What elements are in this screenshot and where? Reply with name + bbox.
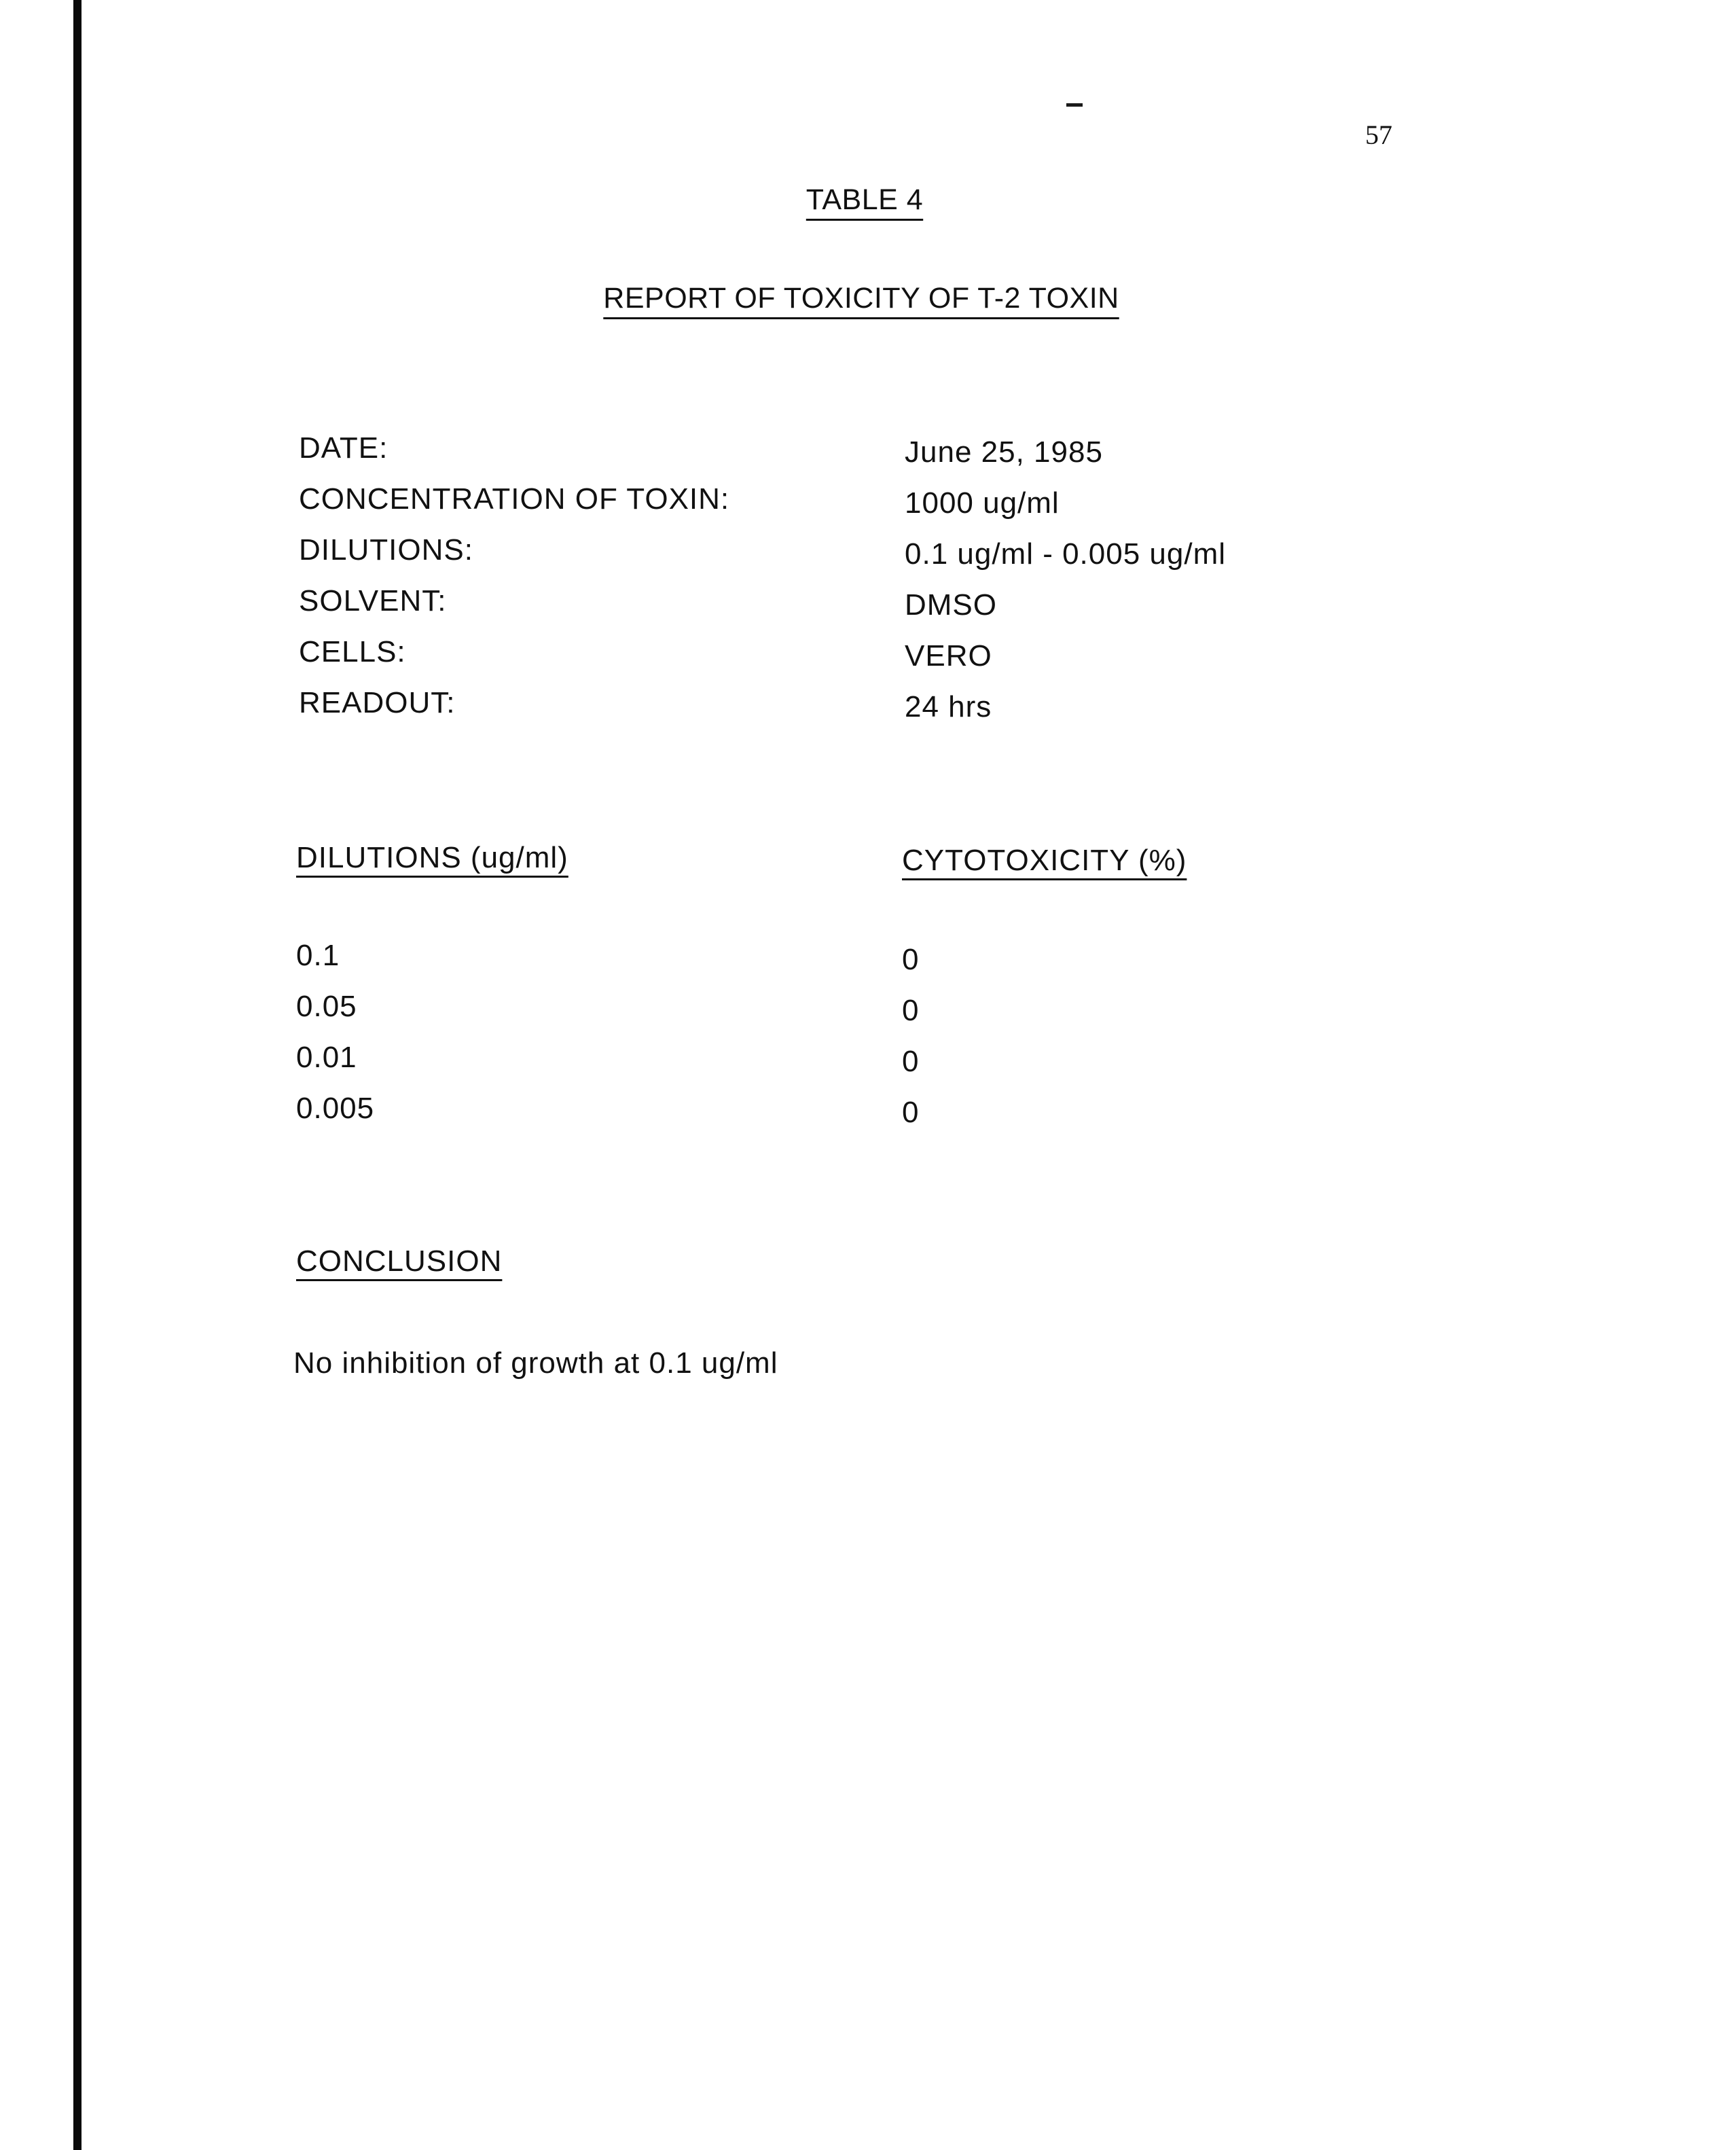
dilutions-column-header: DILUTIONS (ug/ml) [296,841,568,874]
page-edge-bar [73,0,82,2150]
table-label [0,183,1733,217]
info-value: VERO [905,639,992,673]
info-value: 0.1 ug/ml - 0.005 ug/ml [905,537,1227,571]
dilution-cell: 0.005 [296,1092,375,1125]
dilution-cell: 0.01 [296,1041,357,1074]
conclusion-heading: CONCLUSION [296,1244,503,1278]
info-label: READOUT: [299,686,456,719]
info-value: June 25, 1985 [905,435,1103,469]
cytotoxicity-cell: 0 [902,994,920,1027]
info-label: CONCENTRATION OF TOXIN: [299,482,730,516]
report-title [0,282,1729,315]
cytotoxicity-column-header: CYTOTOXICITY (%) [902,844,1187,877]
dilution-cell: 0.1 [296,939,340,972]
info-value: 24 hrs [905,690,992,723]
page-number: 57 [1365,120,1392,150]
stray-mark [1066,103,1083,107]
cytotoxicity-cell: 0 [902,1045,920,1078]
conclusion-text: No inhibition of growth at 0.1 ug/ml [293,1346,778,1380]
info-label: CELLS: [299,635,406,668]
cytotoxicity-cell: 0 [902,1096,920,1129]
info-value: 1000 ug/ml [905,486,1060,520]
info-label: SOLVENT: [299,584,447,617]
report-title-text: REPORT OF TOXICITY OF T-2 TOXIN [603,282,1119,315]
info-label: DATE: [299,431,388,465]
table-label-text: TABLE 4 [806,183,924,216]
cytotoxicity-cell: 0 [902,943,920,976]
dilution-cell: 0.05 [296,990,357,1023]
info-label: DILUTIONS: [299,533,473,567]
info-value: DMSO [905,588,997,622]
